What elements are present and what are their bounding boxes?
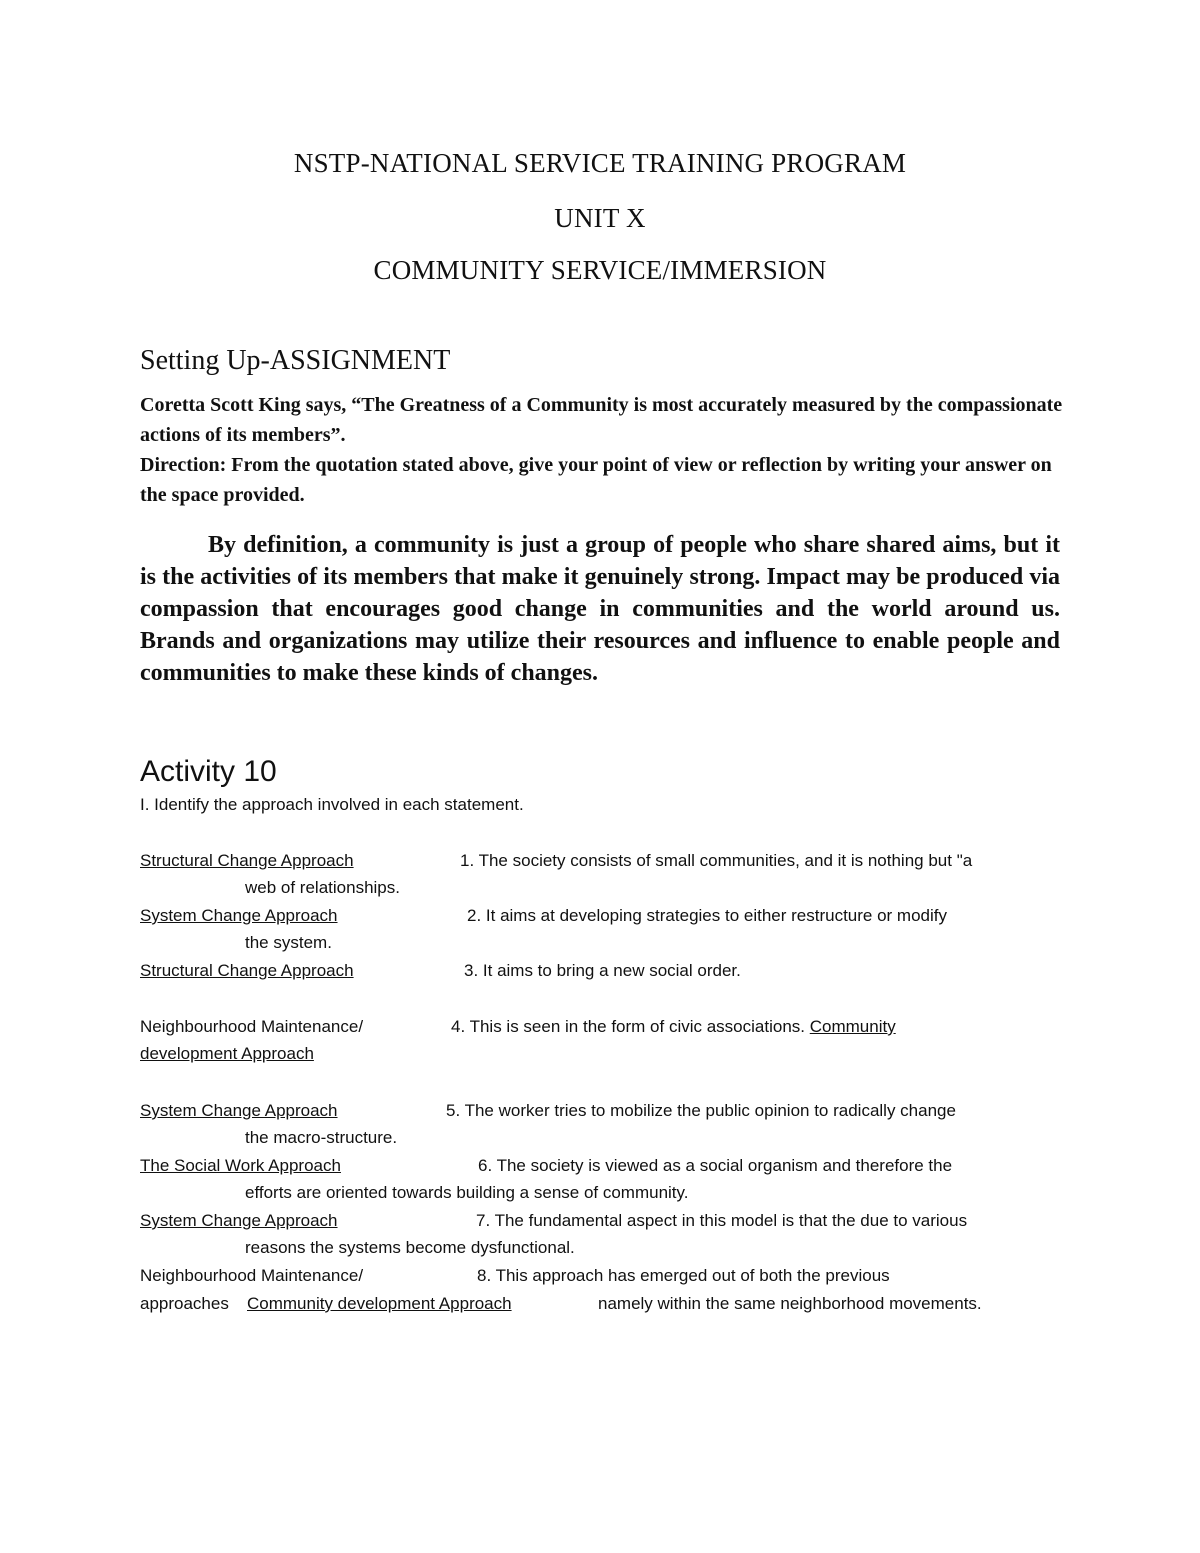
statement-3a: 3. It aims to bring a new social order.: [464, 961, 741, 980]
answer-7: System Change Approach: [140, 1211, 338, 1230]
statement-1b: web of relationships.: [245, 878, 400, 897]
assignment-heading: Setting Up-ASSIGNMENT: [140, 345, 451, 376]
answer-4b: development Approach: [140, 1044, 314, 1063]
statement-2a: 2. It aims at developing strategies to either restructure or modify: [467, 906, 948, 925]
statement-7a: 7. The fundamental aspect in this model is that the due to various: [476, 1211, 968, 1230]
answer-2: System Change Approach: [140, 906, 338, 925]
statement-5b: the macro-structure.: [245, 1128, 398, 1147]
statement-4a: 4. This is seen in the form of civic associations.: [451, 1017, 806, 1036]
statement-1a: 1. The society consists of small communities, and it is nothing but "a: [460, 851, 973, 870]
answer-5: System Change Approach: [140, 1101, 338, 1120]
statement-5a: 5. The worker tries to mobilize the public opinion to radically change: [446, 1101, 956, 1120]
answer-8b: Community development Approach: [247, 1294, 512, 1313]
answer-6: The Social Work Approach: [140, 1156, 341, 1175]
statement-2b: the system.: [245, 933, 332, 952]
statement-8b: namely within the same neighborhood movements.: [598, 1294, 982, 1313]
activity-instruction: I. Identify the approach involved in each statement.: [140, 795, 524, 814]
title-line-1: NSTP-NATIONAL SERVICE TRAINING PROGRAM: [293, 148, 907, 178]
statement-8a: 8. This approach has emerged out of both the previous: [477, 1266, 890, 1285]
statement-6b: efforts are oriented towards building a sense of community.: [245, 1183, 689, 1202]
answer-1: Structural Change Approach: [140, 851, 354, 870]
title-line-2: UNIT X: [554, 203, 646, 233]
answer-4c: Community: [809, 1017, 896, 1036]
statement-7b: reasons the systems become dysfunctional.: [245, 1238, 575, 1257]
statement-6a: 6. The society is viewed as a social organism and therefore the: [478, 1156, 953, 1175]
essay-text: By definition, a community is just a group of people who share shared aims, but it is the activities of its members that make it genuinely strong. Impact may be produced via compassion that encourages good change in communities and the world around us. Brands and organizations may utilize their resources and influence to enable people and communities to make these kinds of changes.: [140, 532, 1060, 686]
title-line-3: COMMUNITY SERVICE/IMMERSION: [373, 255, 827, 285]
activity-heading: Activity 10: [140, 755, 277, 788]
essay-answer: [140, 529, 1060, 689]
prefix-8: approaches: [140, 1294, 229, 1313]
quote-text: Coretta Scott King says, “The Greatness of a Community is most accurately measured by the compassionate actions of its members”.: [140, 394, 1063, 446]
assignment-quote: [140, 390, 1065, 510]
direction-text: Direction: From the quotation stated above, give your point of view or reflection by writing your answer on the space provided.: [140, 454, 1052, 506]
answer-4a: Neighbourhood Maintenance/: [140, 1017, 364, 1036]
answer-8a: Neighbourhood Maintenance/: [140, 1266, 364, 1285]
answer-3: Structural Change Approach: [140, 961, 354, 980]
statement-4: [451, 1017, 896, 1037]
